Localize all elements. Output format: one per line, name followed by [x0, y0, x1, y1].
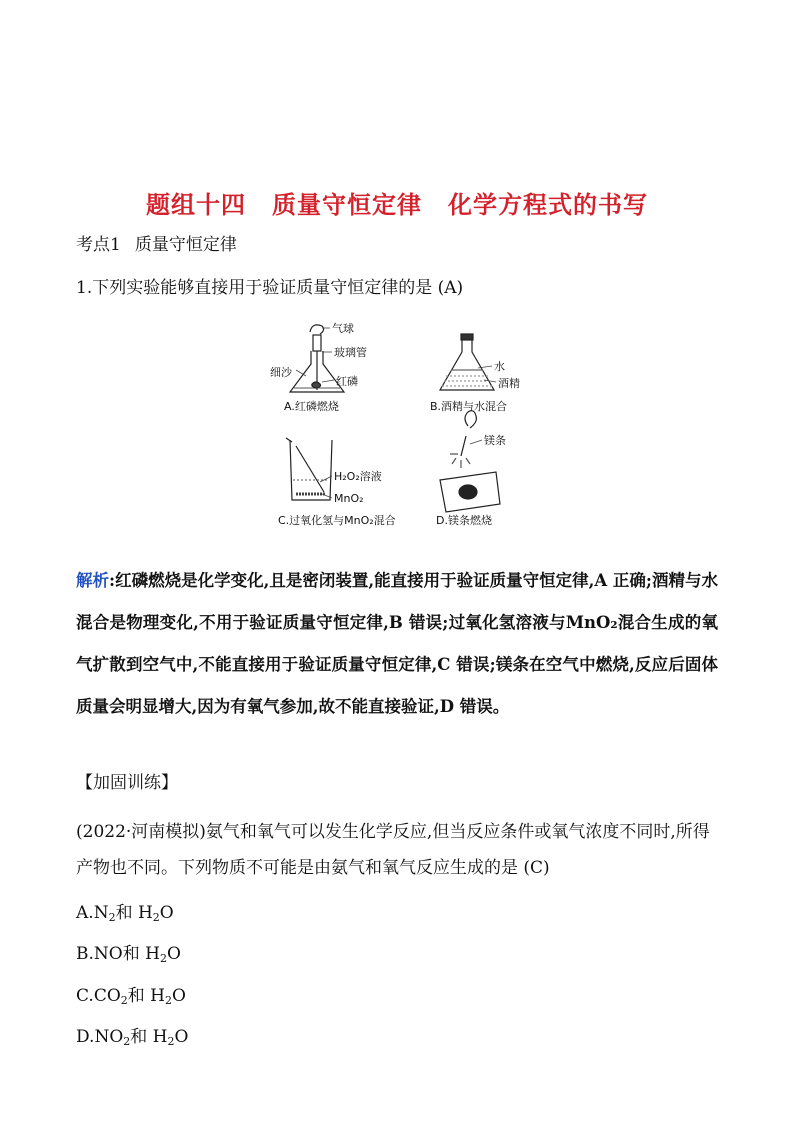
analysis-paragraph: [76, 560, 718, 728]
option-c: [76, 981, 186, 1007]
option-formula: CO: [93, 986, 121, 1006]
option-letter: D.: [76, 1027, 95, 1047]
option-connector: 和 H: [127, 986, 165, 1006]
section-label: 考点1: [76, 235, 121, 255]
title-part1: 题组十四: [146, 191, 246, 219]
option-a: [76, 898, 174, 924]
section-name: 质量守恒定律: [134, 235, 237, 255]
label-red-phosphorus: 红磷: [336, 375, 358, 388]
title-part3: 化学方程式的书写: [448, 191, 648, 219]
caption-a: A.红磷燃烧: [284, 400, 339, 413]
option-b: [76, 939, 181, 965]
option-formula: N: [93, 903, 109, 923]
practice-question: (2022·河南模拟)氨气和氧气可以发生化学反应,但当反应条件或氧气浓度不同时,所得产物也不同。下列物质不可能是由氨气和氧气反应生成的是 (C): [76, 822, 710, 878]
question-1: 1.下列实验能够直接用于验证质量守恒定律的是 (A): [76, 278, 464, 298]
option-connector: 和 H: [115, 903, 153, 923]
option-connector: 和 H: [122, 944, 160, 964]
beaker-c-drawing: [286, 438, 332, 500]
practice-heading: 【加固训练】: [76, 773, 178, 793]
label-water: 水: [494, 360, 505, 373]
option-formula: NO: [94, 1027, 124, 1047]
page-title: [0, 185, 794, 220]
label-mno2: MnO₂: [334, 492, 364, 505]
label-alcohol: 酒精: [498, 377, 520, 390]
option-connector: 和 H: [130, 1027, 168, 1047]
option-letter: B.: [76, 944, 94, 964]
option-subscript: 2: [167, 1035, 175, 1048]
option-formula: NO: [93, 944, 123, 964]
section-heading: [76, 230, 237, 255]
magnesium-d-drawing: [440, 411, 500, 512]
option-formula-end: O: [159, 903, 174, 923]
label-glass-tube: 玻璃管: [334, 346, 367, 359]
option-d: [76, 1022, 188, 1048]
title-part2: 质量守恒定律: [272, 191, 422, 219]
option-letter: C.: [76, 986, 94, 1006]
option-subscript: 2: [152, 911, 160, 924]
option-subscript: 2: [165, 994, 172, 1007]
option-formula-end: O: [174, 1027, 189, 1047]
label-magnesium: 镁条: [484, 434, 506, 447]
caption-b: B.酒精与水混合: [430, 400, 508, 413]
option-letter: A.: [76, 903, 94, 923]
analysis-lead: 解析: [76, 571, 110, 590]
option-subscript: 2: [159, 952, 167, 965]
analysis-body: :红磷燃烧是化学变化,且是密闭装置,能直接用于验证质量守恒定律,A 正确;酒精与水混合是物理变化,不用于验证质量守恒定律,B 错误;过氧化氢溶液与MnO₂混合生成的氧气扩散到空气中,不能直接用于验证质量守恒定律,C 错误;镁条在空气中燃烧,反应后固体质量会明显增大,因为有氧气参加,故不能直接验证,D 错误。: [76, 571, 719, 716]
option-subscript: 2: [123, 1035, 131, 1048]
experiment-figures: [256, 318, 546, 530]
option-formula-end: O: [172, 986, 186, 1006]
caption-d: D.镁条燃烧: [436, 514, 492, 527]
label-h2o2-solution: H₂O₂溶液: [334, 470, 382, 483]
caption-c: C.过氧化氢与MnO₂混合: [278, 514, 396, 527]
label-sand: 细沙: [270, 366, 292, 379]
flask-b-drawing: [440, 334, 494, 390]
option-formula-end: O: [166, 944, 181, 964]
label-balloon: 气球: [332, 322, 354, 335]
option-subscript: 2: [120, 994, 128, 1007]
experiment-drawings: [256, 318, 546, 530]
option-subscript: 2: [108, 911, 116, 924]
